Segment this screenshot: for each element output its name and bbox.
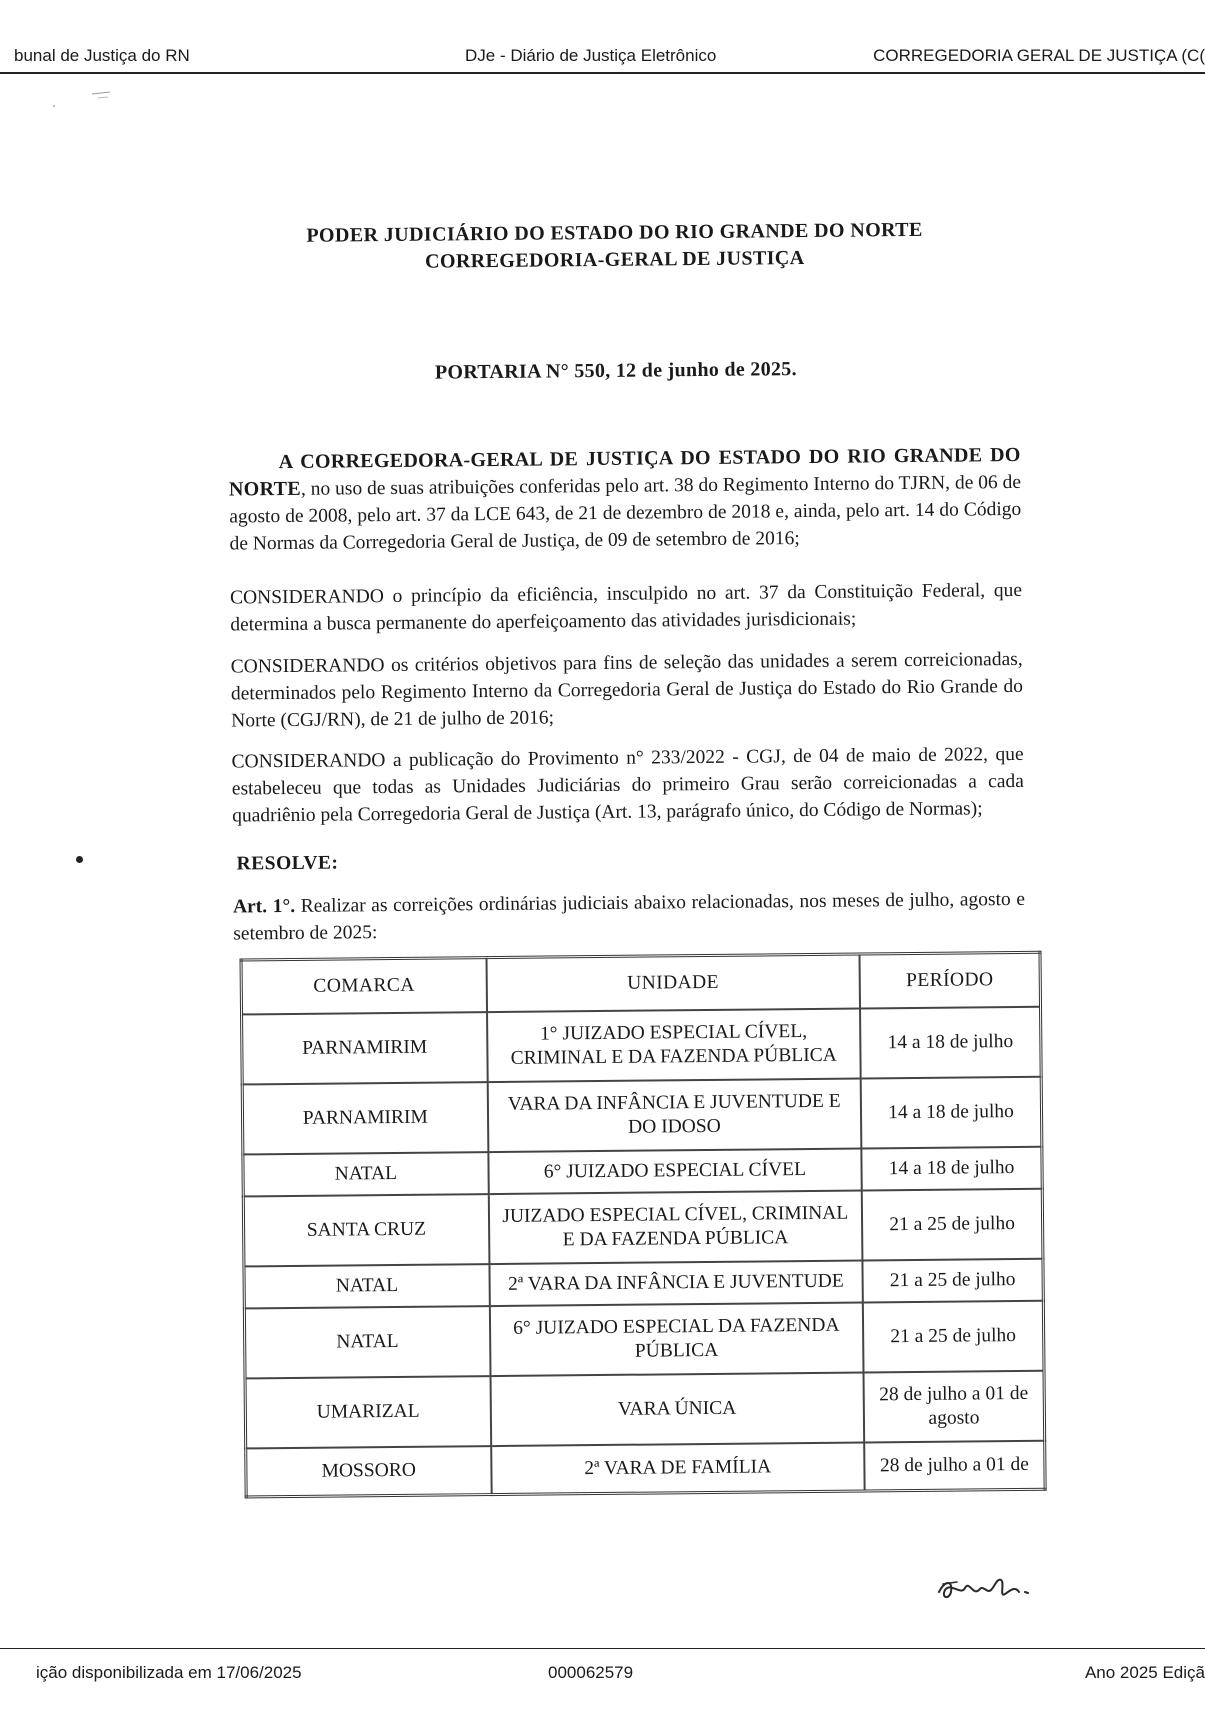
cell-unidade: 2ª VARA DA INFÂNCIA E JUVENTUDE bbox=[489, 1261, 863, 1307]
cell-periodo: 14 a 18 de julho bbox=[861, 1077, 1042, 1149]
cell-comarca: NATAL bbox=[244, 1306, 490, 1378]
table-row bbox=[242, 1077, 1042, 1155]
intro-authority: A CORREGEDORA-GERAL DE JUSTIÇA DO ESTADO DO RIO GRANDE DO NORTE bbox=[228, 443, 1021, 501]
footer-document-number: 000062579 bbox=[548, 1663, 634, 1682]
cell-comarca: SANTA CRUZ bbox=[243, 1194, 489, 1266]
cell-periodo: 14 a 18 de julho bbox=[860, 1007, 1041, 1079]
cell-comarca: PARNAMIRIM bbox=[242, 1082, 488, 1154]
article-1-text: Realizar as correições ordinárias judiciais abaixo relacionadas, nos meses de julho, agosto e setembro de 2025: bbox=[233, 888, 1026, 945]
running-footer bbox=[0, 1648, 1205, 1689]
table-row bbox=[244, 1301, 1044, 1379]
footer-edition: Ano 2025 Ediçã bbox=[1084, 1663, 1205, 1682]
document-heading bbox=[284, 217, 944, 277]
cell-periodo: 21 a 25 de julho bbox=[863, 1301, 1044, 1373]
resolve-heading: RESOLVE: bbox=[236, 852, 339, 875]
header-periodo: PERÍODO bbox=[860, 952, 1041, 1008]
cell-comarca: PARNAMIRIM bbox=[242, 1012, 488, 1084]
footer-availability-date: ição disponibilizada em 17/06/2025 bbox=[36, 1663, 302, 1682]
article-1-label: Art. 1°. bbox=[232, 895, 296, 918]
cell-periodo: 14 a 18 de julho bbox=[861, 1147, 1042, 1191]
handwritten-signature bbox=[935, 1570, 1055, 1610]
cell-unidade: 6° JUIZADO ESPECIAL DA FAZENDA PÚBLICA bbox=[489, 1303, 863, 1377]
table-row bbox=[243, 1189, 1043, 1267]
portaria-title: PORTARIA N° 550, 12 de junho de 2025. bbox=[434, 358, 797, 384]
intro-text: , no uso de suas atribuições conferidas pelo art. 38 do Regimento Interno do TJRN, de 06 de agosto de 2008, pelo art. 37 da LCE 643, de 21 de dezembro de 2018 e, ainda, pelo art. 14 do Código de Normas da Corregedoria Geral de Justiça, de 09 de setembro de 2016; bbox=[229, 471, 1022, 555]
header-section-name: CORREGEDORIA GERAL DE JUSTIÇA (C( bbox=[873, 46, 1205, 65]
cell-periodo: 21 a 25 de julho bbox=[862, 1259, 1043, 1303]
cell-unidade: VARA DA INFÂNCIA E JUVENTUDE E DO IDOSO bbox=[487, 1079, 861, 1153]
article-1 bbox=[233, 886, 1025, 948]
cell-unidade: JUIZADO ESPECIAL CÍVEL, CRIMINAL E DA FAZENDA PÚBLICA bbox=[488, 1191, 862, 1265]
considerando-3: CONSIDERANDO a publicação do Provimento n° 233/2022 - CGJ, de 04 de maio de 2022, que estabeleceu que todas as Unidades Judiciárias do primeiro Grau serão correicionadas a cada quadriênio pela Corregedoria Geral de Justiça (Art. 13, parágrafo único, do Código de Normas); bbox=[231, 743, 1024, 827]
table-row bbox=[242, 1007, 1042, 1085]
header-journal-title: DJe - Diário de Justiça Eletrônico bbox=[465, 46, 717, 65]
cell-comarca: NATAL bbox=[243, 1152, 488, 1196]
cell-unidade: 1° JUIZADO ESPECIAL CÍVEL, CRIMINAL E DA FAZENDA PÚBLICA bbox=[487, 1009, 861, 1083]
cell-periodo: 21 a 25 de julho bbox=[862, 1189, 1043, 1261]
table-row bbox=[245, 1371, 1045, 1449]
correicoes-table bbox=[240, 951, 1047, 1498]
cell-periodo: 28 de julho a 01 de agosto bbox=[864, 1371, 1045, 1443]
table-row bbox=[246, 1441, 1045, 1497]
cell-unidade: VARA ÚNICA bbox=[490, 1372, 864, 1446]
intro-paragraph bbox=[229, 442, 1022, 558]
cell-comarca: NATAL bbox=[244, 1264, 489, 1308]
header-comarca: COMARCA bbox=[241, 958, 487, 1015]
cell-periodo: 28 de julho a 01 de bbox=[864, 1441, 1045, 1491]
header-unidade: UNIDADE bbox=[486, 954, 860, 1012]
cell-comarca: UMARIZAL bbox=[245, 1376, 491, 1448]
considerando-2: CONSIDERANDO os critérios objetivos para fins de seleção das unidades a serem correicionadas, determinados pelo Regimento Interno da Corregedoria Geral de Justiça do Estado do Rio Grande do Norte (CGJ/RN), de 21 de julho de 2016; bbox=[230, 648, 1024, 732]
cell-comarca: MOSSORO bbox=[246, 1446, 492, 1496]
header-court-name: bunal de Justiça do RN bbox=[14, 46, 190, 65]
table-header-row bbox=[241, 952, 1040, 1014]
considerando-1: CONSIDERANDO o princípio da eficiência, insculpido no art. 37 da Constituição Federal, que determina a busca permanente do aperfeiçoamento das atividades jurisdicionais; bbox=[229, 579, 1023, 636]
cell-unidade: 6° JUIZADO ESPECIAL CÍVEL bbox=[488, 1149, 862, 1195]
cell-unidade: 2ª VARA DE FAMÍLIA bbox=[491, 1442, 865, 1494]
heading-line-1: PODER JUDICIÁRIO DO ESTADO DO RIO GRANDE DO NORTE bbox=[306, 218, 923, 247]
heading-line-2: CORREGEDORIA-GERAL DE JUSTIÇA bbox=[424, 247, 805, 273]
